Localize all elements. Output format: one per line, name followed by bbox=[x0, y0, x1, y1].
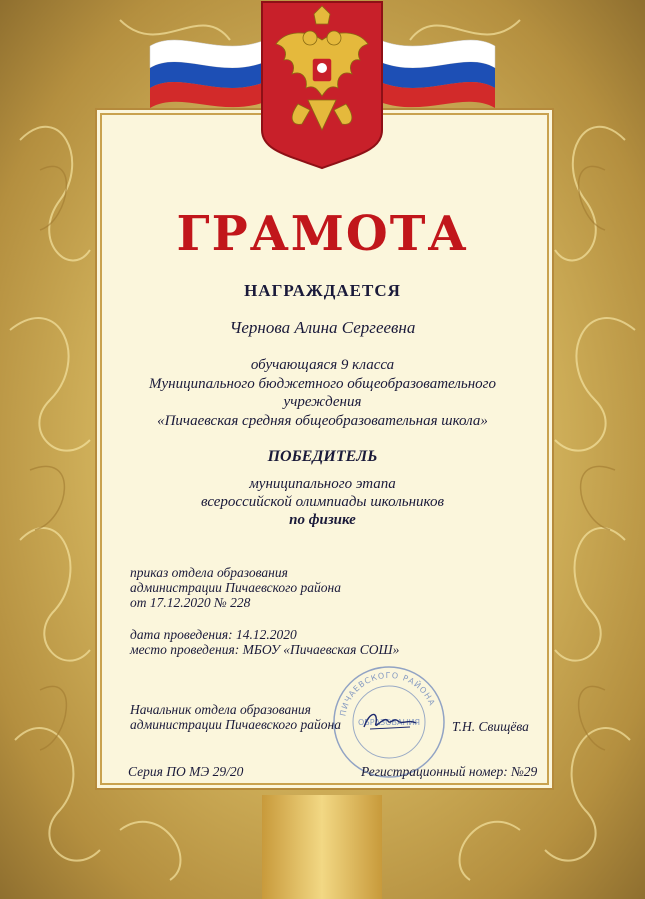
signatory-title-2: администрации Пичаевского района bbox=[130, 717, 342, 732]
olympiad-stage: муниципального этапа bbox=[249, 476, 396, 492]
signatory-title-1: Начальник отдела образования bbox=[130, 702, 311, 717]
event-date: дата проведения: 14.12.2020 bbox=[130, 627, 297, 642]
order-line-2: администрации Пичаевского района bbox=[130, 580, 342, 595]
school-line-1: Муниципального бюджетного общеобразовательного bbox=[149, 376, 496, 392]
handwritten-signature bbox=[357, 705, 421, 735]
olympiad-name: всероссийской олимпиады школьников bbox=[201, 494, 444, 510]
registration-number: Регистрационный номер: №29 bbox=[361, 764, 538, 779]
award-heading: НАГРАЖДАЕТСЯ bbox=[244, 281, 401, 300]
russian-flag-ribbon-left bbox=[140, 28, 270, 108]
certificate-title: ГРАМОТА bbox=[176, 206, 469, 262]
russian-flag-ribbon-right bbox=[375, 28, 505, 108]
order-line-1: приказ отдела образования bbox=[130, 565, 288, 580]
school-line-2: учреждения bbox=[283, 394, 362, 410]
signatory-name: Т.Н. Свищёва bbox=[452, 719, 529, 734]
recipient-grade: обучающаяся 9 класса bbox=[250, 357, 395, 373]
recipient-name: Чернова Алина Сергеевна bbox=[229, 318, 416, 337]
winner-status: ПОБЕДИТЕЛЬ bbox=[267, 448, 378, 465]
olympiad-subject: по физике bbox=[289, 512, 356, 528]
bottom-gold-strip bbox=[262, 795, 382, 899]
school-name: «Пичаевская средняя общеобразовательная школа» bbox=[157, 413, 488, 429]
stamp-outer-text: ПИЧАЕВСКОГО РАЙОНА bbox=[338, 670, 437, 717]
stamp-inner-text: ОБРАЗОВАНИЯ bbox=[357, 718, 421, 727]
event-place: место проведения: МБОУ «Пичаевская СОШ» bbox=[130, 642, 400, 657]
series-number: Серия ПО МЭ 29/20 bbox=[128, 764, 244, 779]
russian-coat-of-arms-icon bbox=[258, 0, 386, 170]
order-line-3: от 17.12.2020 № 228 bbox=[130, 595, 251, 610]
